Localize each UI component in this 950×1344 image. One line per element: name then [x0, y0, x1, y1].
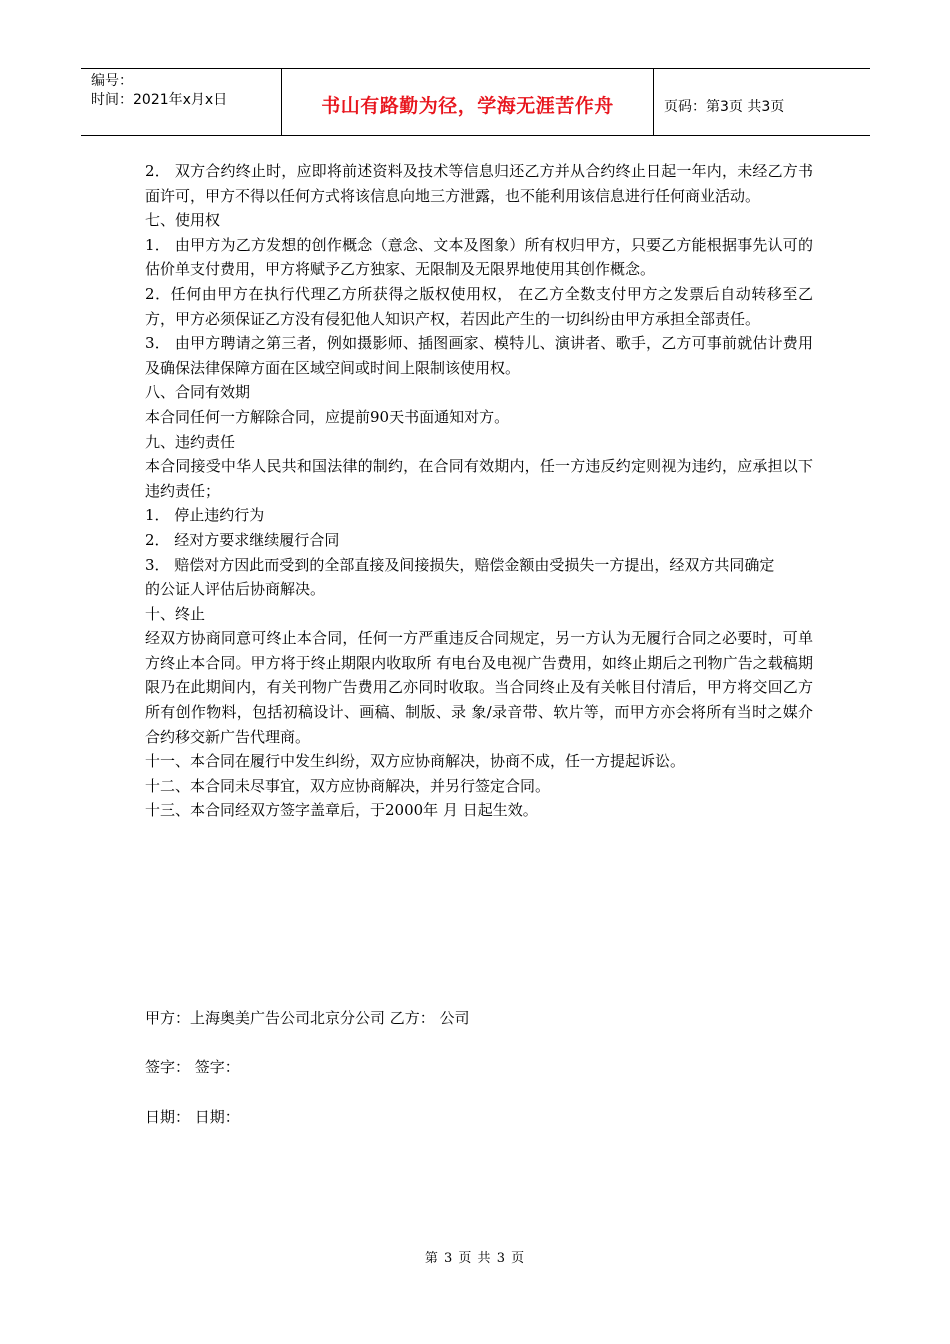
paragraph: 3． 赔偿对方因此而受到的全部直接及间接损失，赔偿金额由受损失一方提出，经双方共同确定	[145, 555, 775, 574]
paragraph: 的公证人评估后协商解决。	[145, 580, 326, 599]
header-meta	[81, 69, 282, 135]
section-heading: 八、合同有效期	[145, 383, 251, 402]
paragraph: 十二、本合同未尽事宜，双方应协商解决，并另行签定合同。	[145, 776, 551, 795]
paragraph: 经双方协商同意可终止本合同，任何一方严重违反合同规定，另一方认为无履行合同之必要时，可单方终止本合同。甲方将于终止期限内收取所 有电台及电视广告费用，如终止期后之刊物广告之载稿期限乃在此期间内，有关刊物广告费用乙亦同时收取。当合同终止及有关帐目付清后，甲方将交回乙方所有创作物料，包括初稿设计、画稿、制版、录 象/录音带、软片等，而甲方亦会将所有当时之媒介合约移交新广告代理商。	[145, 629, 813, 746]
paragraph: 2． 双方合约终止时，应即将前述资料及技术等信息归还乙方并从合约终止日起一年内，未经乙方书面许可，甲方不得以任何方式将该信息向地三方泄露，也不能利用该信息进行任何商业活动。	[145, 162, 813, 205]
section-heading: 七、使用权	[145, 211, 221, 230]
paragraph: 1． 由甲方为乙方发想的创作概念（意念、文本及图象）所有权归甲方，只要乙方能根据事先认可的估价单支付费用，甲方将赋予乙方独家、无限制及无限界地使用其创作概念。	[145, 235, 813, 279]
header-page-number: 页码：第3页 共3页	[664, 99, 785, 115]
paragraph: 本合同接受中华人民共和国法律的制约，在合同有效期内，任一方违反约定则视为违约，应承担以下违约责任；	[145, 457, 813, 500]
signature-date: 日期： 日期：	[145, 1108, 240, 1126]
paragraph: 十三、本合同经双方签字盖章后，于2000年 月 日起生效。	[145, 801, 538, 820]
signature-parties: 甲方：上海奥美广告公司北京分公司 乙方： 公司	[145, 1009, 470, 1027]
section-heading: 九、违约责任	[145, 432, 236, 451]
paragraph: 3． 由甲方聘请之第三者，例如摄影师、插图画家、模特儿、演讲者、歌手，乙方可事前就估计费用及确保法律保障方面在区域空间或时间上限制该使用权。	[145, 334, 813, 377]
document-date: 时间：2021年x月x日	[91, 92, 228, 108]
contract-body	[145, 159, 813, 823]
header-motto: 书山有路勤为径，学海无涯苦作舟	[282, 69, 654, 135]
section-heading: 十、终止	[145, 604, 206, 623]
paragraph: 1． 停止违约行为	[145, 506, 265, 525]
page-header	[81, 68, 870, 136]
page-footer: 第 3 页 共 3 页	[424, 1251, 526, 1266]
paragraph: 十一、本合同在履行中发生纠纷，双方应协商解决，协商不成，任一方提起诉讼。	[145, 752, 686, 771]
signature-sign: 签字： 签字：	[145, 1058, 240, 1076]
paragraph: 2． 经对方要求继续履行合同	[145, 530, 340, 549]
document-number: 编号：	[91, 73, 133, 89]
paragraph: 本合同任何一方解除合同，应提前90天书面通知对方。	[145, 407, 510, 426]
paragraph: 2．任何由甲方在执行代理乙方所获得之版权使用权， 在乙方全数支付甲方之发票后自动转移至乙方，甲方必须保证乙方没有侵犯他人知识产权，若因此产生的一切纠纷由甲方承担全部责任。	[145, 284, 813, 328]
